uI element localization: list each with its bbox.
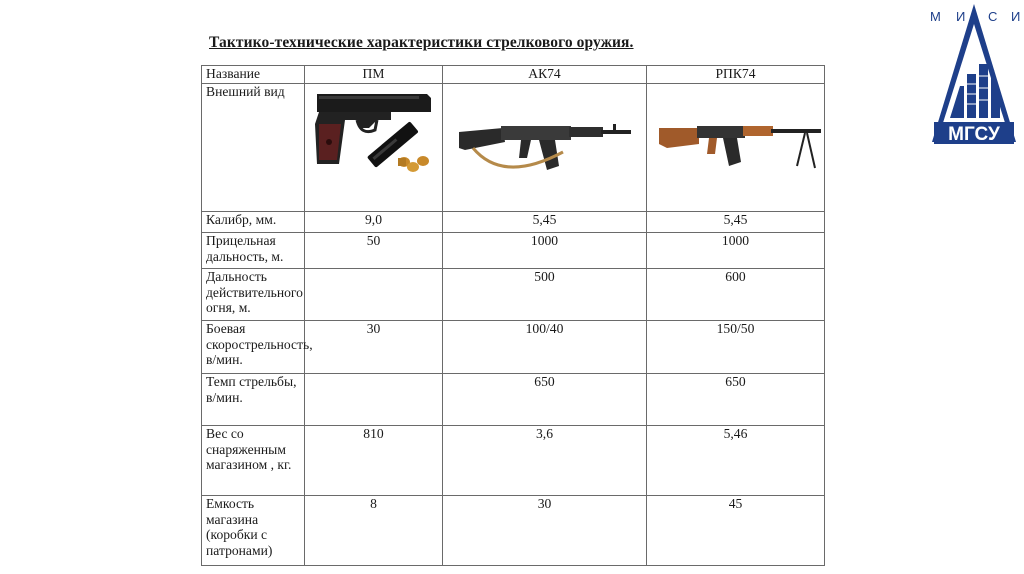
cell: 1000: [443, 233, 647, 269]
cell: 500: [443, 269, 647, 321]
page-title: Тактико-технические характеристики стрелкового оружия.: [209, 34, 634, 51]
row-label: Прицельная дальность, м.: [202, 233, 305, 269]
cell: [305, 269, 443, 321]
row-label: Дальность действительного огня, м.: [202, 269, 305, 321]
table-row: [202, 321, 825, 374]
cell: 45: [647, 496, 825, 566]
header-cell: АК74: [443, 66, 647, 84]
pistol-pm-image: [305, 84, 443, 212]
cell: 5,46: [647, 426, 825, 496]
cell: 9,0: [305, 212, 443, 233]
machine-gun-rpk74-image: [647, 84, 825, 212]
specs-table: [201, 65, 825, 566]
mgsu-logo: [920, 0, 1024, 150]
row-label: Вес со снаряженным магазином , кг.: [202, 426, 305, 496]
cell: 5,45: [443, 212, 647, 233]
row-label: Темп стрельбы, в/мин.: [202, 374, 305, 426]
table-row: [202, 212, 825, 233]
cell: 600: [647, 269, 825, 321]
header-cell: ПМ: [305, 66, 443, 84]
table-row: [202, 496, 825, 566]
table-row: [202, 426, 825, 496]
row-label: Внешний вид: [202, 84, 305, 212]
cell: 30: [443, 496, 647, 566]
logo-letter: С: [988, 9, 998, 24]
cell: 810: [305, 426, 443, 496]
cell: 8: [305, 496, 443, 566]
row-label: Калибр, мм.: [202, 212, 305, 233]
cell: [305, 374, 443, 426]
row-label: Боевая скорострельность, в/мин.: [202, 321, 305, 374]
logo-name: МГСУ: [948, 124, 1000, 145]
cell: 5,45: [647, 212, 825, 233]
logo-emblem: [920, 0, 1024, 150]
cell: 650: [647, 374, 825, 426]
logo-letter: И: [1011, 9, 1021, 24]
cell: 1000: [647, 233, 825, 269]
logo-letter: И: [956, 9, 966, 24]
table-header-row: [202, 66, 825, 84]
logo-letter: М: [930, 9, 941, 24]
header-cell: Название: [202, 66, 305, 84]
cell: 650: [443, 374, 647, 426]
rifle-ak74-image: [443, 84, 647, 212]
header-cell: РПК74: [647, 66, 825, 84]
cell: 50: [305, 233, 443, 269]
cell: 3,6: [443, 426, 647, 496]
row-label: Емкость магазина (коробки с патронами): [202, 496, 305, 566]
cell: 100/40: [443, 321, 647, 374]
cell: 30: [305, 321, 443, 374]
table-row: [202, 269, 825, 321]
table-row: [202, 233, 825, 269]
table-row: [202, 374, 825, 426]
cell: 150/50: [647, 321, 825, 374]
appearance-row: [202, 84, 825, 212]
